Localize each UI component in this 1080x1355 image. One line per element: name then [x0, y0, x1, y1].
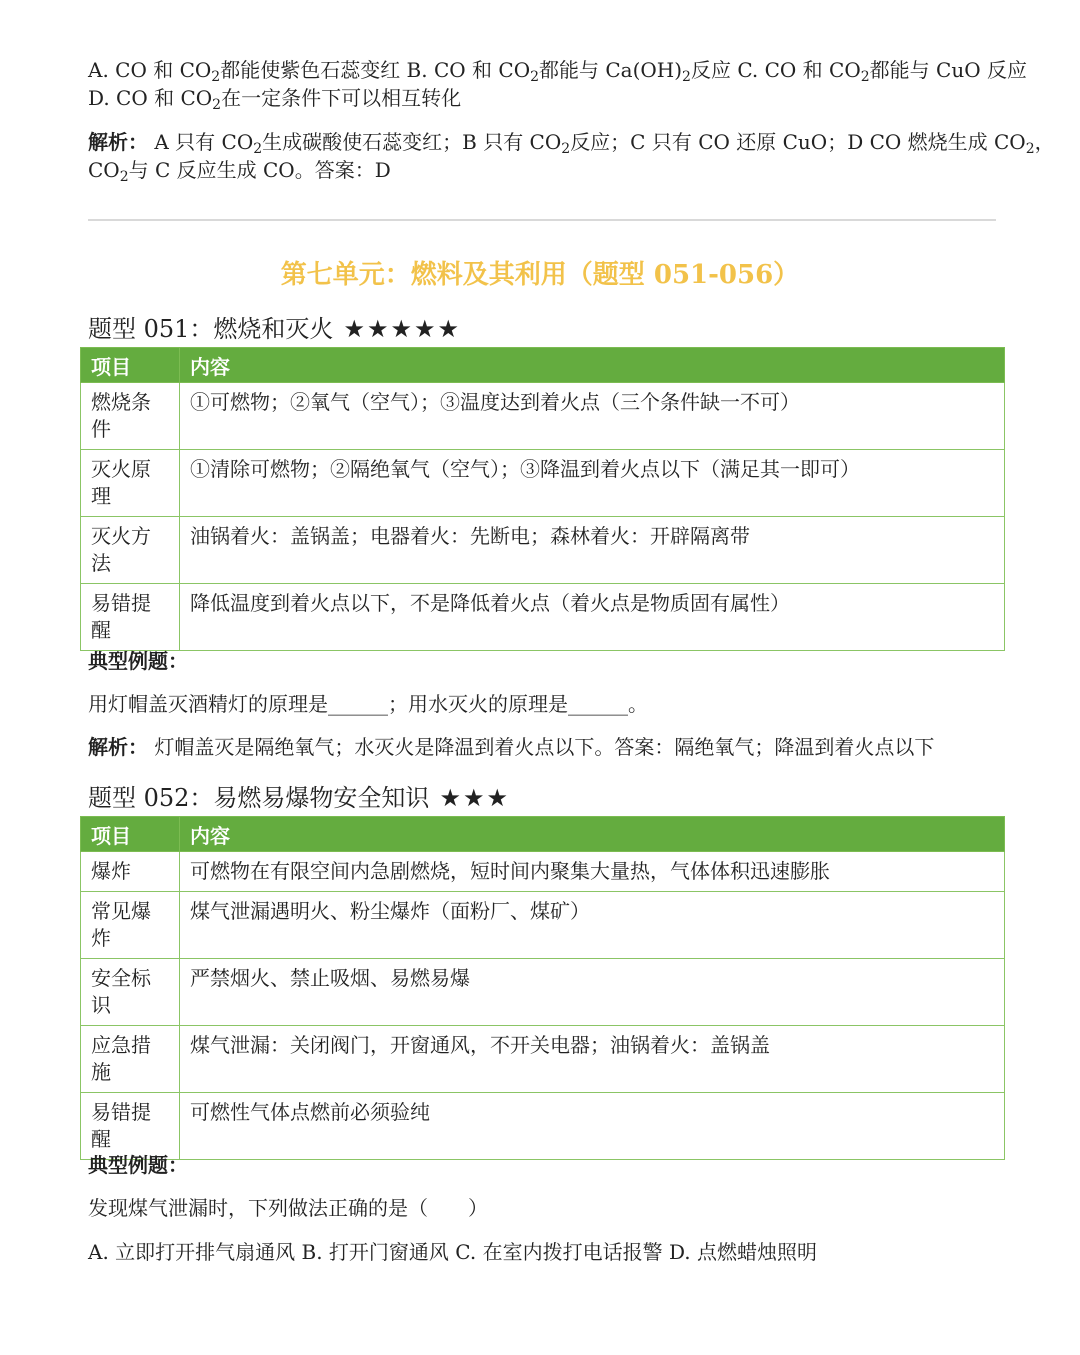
example-label-051: 典型例题： [88, 649, 188, 673]
table-row [81, 517, 1005, 584]
header-item: 项目 [81, 817, 180, 852]
table-row [81, 1093, 1005, 1160]
text-fragment: 都能使紫色石蕊变红 B. CO 和 CO [220, 58, 531, 82]
table-header-row [81, 348, 1005, 383]
text-fragment: 反应 C. CO 和 CO [690, 58, 861, 82]
row-content: ①清除可燃物；②隔绝氧气（空气）；③降温到着火点以下（满足其一即可） [180, 450, 1005, 517]
prev-analysis-line1 [88, 128, 1055, 157]
row-content: 油锅着火：盖锅盖；电器着火：先断电；森林着火：开辟隔离带 [180, 517, 1005, 584]
header-content: 内容 [180, 348, 1005, 383]
section-divider [88, 219, 996, 221]
example-options-052: A. 立即打开排气扇通风 B. 打开门窗通风 C. 在室内拨打电话报警 D. 点燃蜡烛照明 [88, 1240, 817, 1264]
section-title-052 [88, 778, 510, 813]
row-item: 燃烧条件 [81, 383, 180, 450]
text-fragment: CO [88, 158, 120, 182]
section-title-text: 题型 052：易燃易爆物安全知识 [88, 784, 430, 812]
analysis-text: 灯帽盖灭是隔绝氧气；水灭火是降温到着火点以下。答案：隔绝氧气；降温到着火点以下 [148, 735, 935, 759]
row-content: 降低温度到着火点以下，不是降低着火点（着火点是物质固有属性） [180, 584, 1005, 651]
subscript: 2 [682, 69, 691, 85]
table-051 [80, 347, 1005, 651]
difficulty-stars: ★★★★★ [343, 315, 462, 343]
table-row [81, 450, 1005, 517]
text-fragment: 都能与 CuO 反应 [869, 58, 1027, 82]
difficulty-stars: ★★★ [439, 784, 510, 812]
subscript: 2 [860, 69, 870, 85]
subscript: 2 [561, 141, 571, 157]
subscript: 2 [530, 69, 540, 85]
table-row [81, 959, 1005, 1026]
row-content: ①可燃物；②氧气（空气）；③温度达到着火点（三个条件缺一不可） [180, 383, 1005, 450]
analysis-051 [88, 733, 1010, 761]
row-content: 可燃性气体点燃前必须验纯 [180, 1093, 1005, 1160]
row-item: 安全标识 [81, 959, 180, 1026]
header-content: 内容 [180, 817, 1005, 852]
row-content: 煤气泄漏：关闭阀门，开窗通风，不开关电器；油锅着火：盖锅盖 [180, 1026, 1005, 1093]
subscript: 2 [211, 69, 221, 85]
subscript: 2 [212, 97, 222, 113]
text-fragment: 生成碳酸使石蕊变红；B 只有 CO [262, 130, 562, 154]
text-fragment: 反应；C 只有 CO 还原 CuO；D CO 燃烧生成 CO [570, 130, 1026, 154]
row-content: 可燃物在有限空间内急剧燃烧，短时间内聚集大量热，气体体积迅速膨胀 [180, 852, 1005, 892]
subscript: 2 [119, 169, 129, 185]
row-item: 应急措施 [81, 1026, 180, 1093]
text-fragment: 与 C 反应生成 CO。答案：D [128, 158, 391, 182]
row-item: 常见爆炸 [81, 892, 180, 959]
text-fragment: A. CO 和 CO [88, 58, 212, 82]
row-item: 灭火原理 [81, 450, 180, 517]
row-content: 严禁烟火、禁止吸烟、易燃易爆 [180, 959, 1005, 1026]
unit-title: 第七单元：燃料及其利用（题型 051-056） [280, 260, 800, 290]
text-fragment: 在一定条件下可以相互转化 [221, 86, 462, 110]
example-label-052: 典型例题： [88, 1153, 188, 1177]
table-row [81, 852, 1005, 892]
prev-options-line1 [88, 56, 1027, 85]
text-fragment: 都能与 Ca(OH) [539, 58, 683, 82]
prev-options-line2 [88, 84, 1010, 112]
prev-analysis-line2 [88, 156, 1010, 184]
table-row [81, 892, 1005, 959]
example-question-052: 发现煤气泄漏时，下列做法正确的是（ ） [88, 1196, 488, 1220]
section-title-051 [88, 309, 461, 344]
subscript: 2 [253, 141, 263, 157]
row-content: 煤气泄漏遇明火、粉尘爆炸（面粉厂、煤矿） [180, 892, 1005, 959]
example-question-051: 用灯帽盖灭酒精灯的原理是______；用水灭火的原理是______。 [88, 692, 648, 716]
analysis-label: 解析： [88, 735, 148, 759]
header-item: 项目 [81, 348, 180, 383]
row-item: 灭火方法 [81, 517, 180, 584]
row-item: 易错提醒 [81, 584, 180, 651]
table-row [81, 1026, 1005, 1093]
section-title-text: 题型 051：燃烧和灭火 [88, 315, 334, 343]
text-fragment: A 只有 CO [148, 130, 254, 154]
row-item: 易错提醒 [81, 1093, 180, 1160]
text-fragment: ， [1034, 130, 1055, 154]
table-052 [80, 816, 1005, 1160]
analysis-label: 解析： [88, 130, 148, 154]
table-header-row [81, 817, 1005, 852]
row-item: 爆炸 [81, 852, 180, 892]
table-row [81, 383, 1005, 450]
text-fragment: D. CO 和 CO [88, 86, 213, 110]
table-row [81, 584, 1005, 651]
subscript: 2 [1025, 141, 1035, 157]
